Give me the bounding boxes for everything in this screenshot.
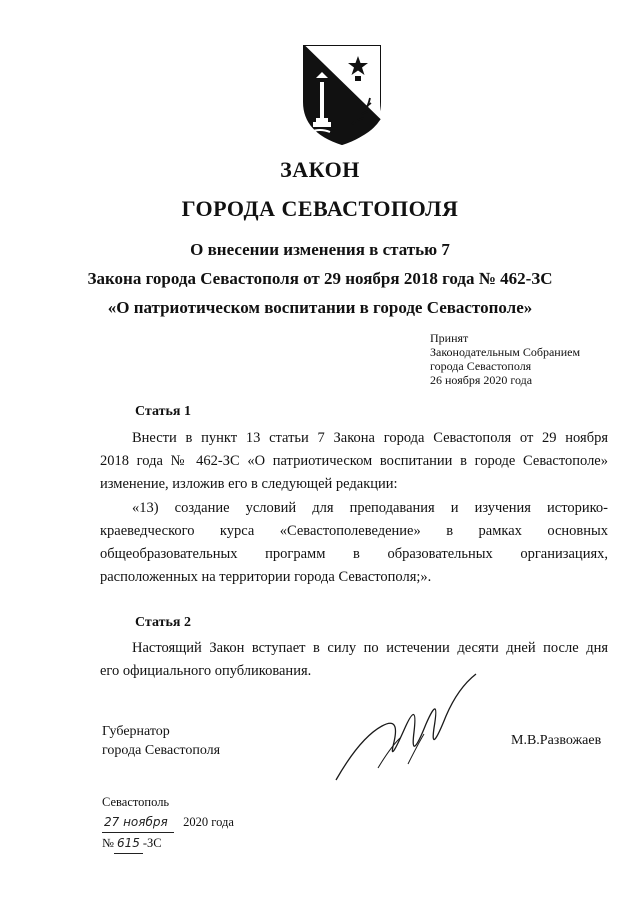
signature-scribble-icon [330,668,480,788]
document-type-title: ЗАКОН [280,157,360,182]
handwritten-signature [330,668,480,788]
article-2-line-1: Настоящий Закон вступает в силу по истечении десяти дней после дня [132,640,608,656]
issue-city: Севастополь [102,795,170,809]
signatory-position-line-2: города Севастополя [102,743,221,758]
adoption-block [430,331,580,387]
law-number-handwritten: 615 [114,833,143,854]
issue-year: 2020 года [183,815,234,829]
signatory-position-line-1: Губернатор [102,724,170,739]
adoption-line-1: Принят [430,331,469,345]
signatory-position [102,722,220,760]
article-1-para-2-line-1: «13) создание условий для преподавания и изучения историко- [132,499,608,516]
adoption-line-3: города Севастополя [430,359,532,373]
article-1-para-1-line-2: 2018 года № 462-ЗС «О патриотическом воспитании в городе Севастополе» [100,453,608,470]
document-issuer-title: ГОРОДА СЕВАСТОПОЛЯ [181,196,459,221]
article-1-para-1-line-3: изменение, изложив его в следующей редакции: [100,476,398,493]
article-1-title: Статья 1 [135,404,191,419]
signatory-name: М.В.Развожаев [511,733,602,748]
law-number-line [102,833,234,854]
law-heading-line-3: «О патриотическом воспитании в городе Севастополе» [107,298,533,317]
law-heading-line-1: О внесении изменения в статью 7 [190,240,450,259]
article-1-body [100,427,608,589]
law-number-suffix: -ЗС [142,836,162,850]
article-1-para-2-line-2: краеведческого курса «Севастополеведение» в рамках основных [100,522,608,539]
article-2-title: Статья 2 [135,615,191,630]
law-number-prefix: № [102,836,114,850]
coat-of-arms-icon [300,42,384,146]
law-heading-line-2: Закона города Севастополя от 29 ноября 2018 года № 462-ЗС [87,269,553,288]
article-1-para-1-line-1: Внести в пункт 13 статьи 7 Закона города Севастополя от 29 ноября [132,430,608,446]
city-coat-of-arms [300,42,384,146]
article-2-line-2: его официального опубликования. [100,663,312,680]
article-1-para-2-line-3: общеобразовательных программ в образовательных организациях, [100,546,608,563]
adoption-date: 26 ноября 2020 года [430,373,533,387]
adoption-line-2: Законодательным Собранием [430,345,581,359]
article-1-para-2-line-4: расположенных на территории города Севастополя;». [100,569,432,586]
issue-date-line [102,812,234,833]
issue-details [102,792,234,854]
issue-date-handwritten: 27 ноября [102,812,174,833]
